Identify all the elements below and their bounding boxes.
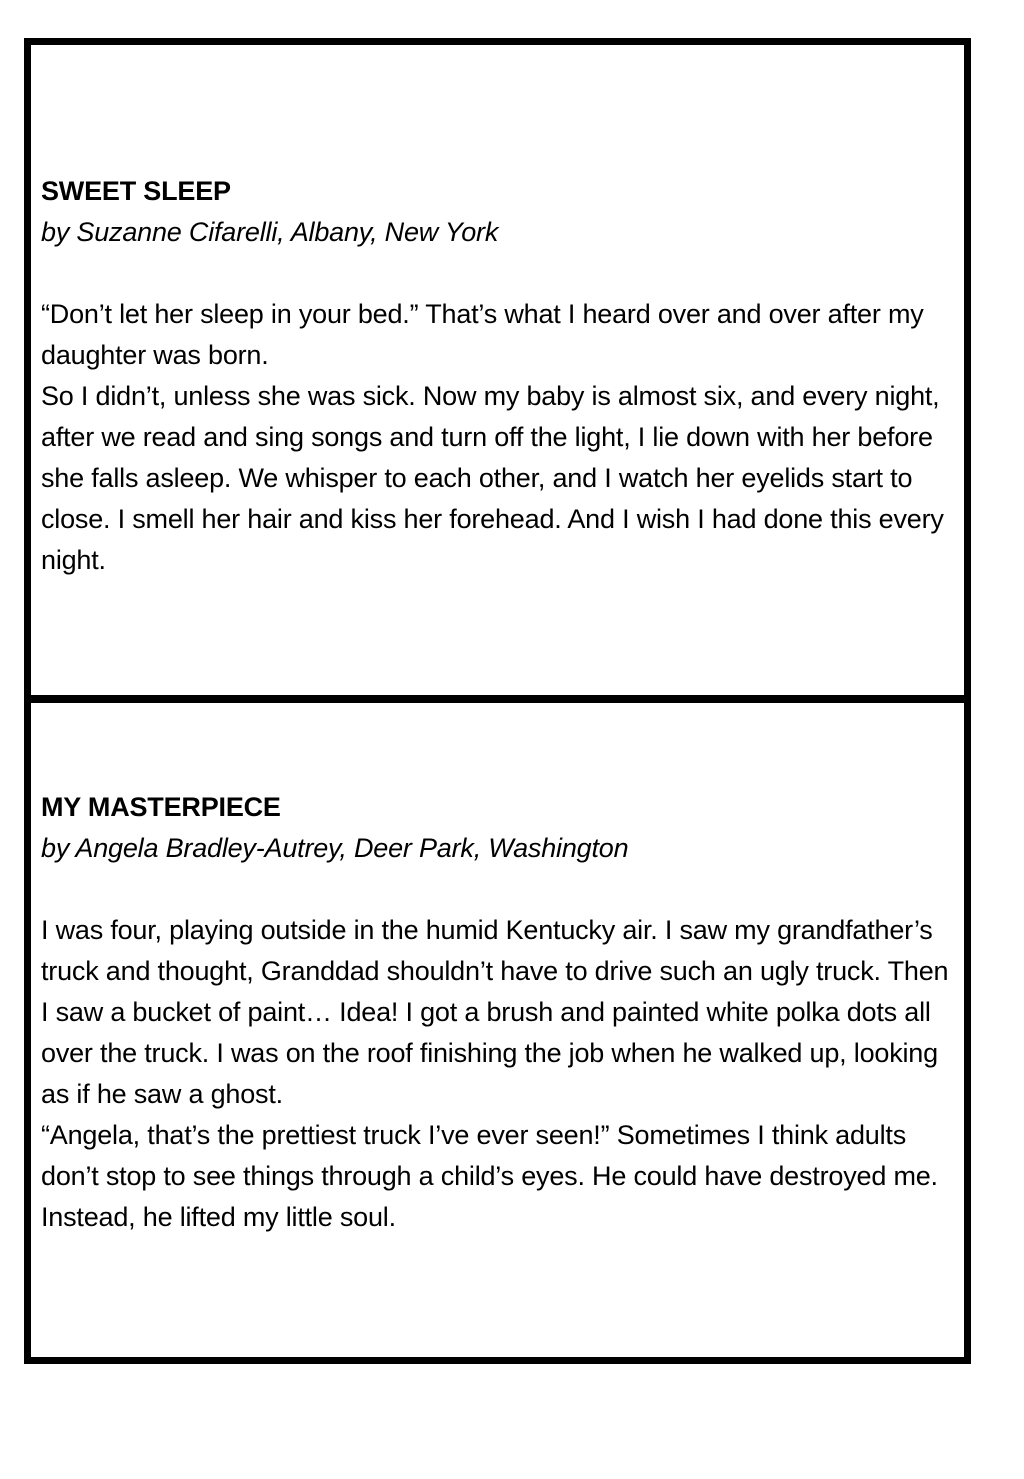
story-title: SWEET SLEEP — [41, 176, 231, 206]
story-title: MY MASTERPIECE — [41, 792, 281, 822]
story-card-my-masterpiece — [24, 696, 971, 1364]
story-paragraph: I was four, playing outside in the humid Kentucky air. I saw my grandfather’s truck and thought, Granddad shouldn’t have to drive such an ugly truck. Then I saw a bucket of paint… Idea! I got a brush and painted white polka dots all over the truck. I was on the roof finishing the job when he walked up, looking as if he saw a ghost. — [41, 915, 949, 1109]
spacer — [41, 869, 954, 910]
story-paragraph: So I didn’t, unless she was sick. Now my baby is almost six, and every night, after we read and sing songs and turn off the light, I lie down with her before she falls asleep. We whisper to each other, and I watch her eyelids start to close. I smell her hair and kiss her forehead. And I wish I had done this every night. — [41, 381, 944, 575]
story-content — [41, 787, 954, 1238]
story-content — [41, 171, 954, 581]
spacer — [41, 253, 954, 294]
story-card-sweet-sleep — [24, 38, 971, 702]
story-byline: by Suzanne Cifarelli, Albany, New York — [41, 217, 499, 247]
story-paragraph: “Don’t let her sleep in your bed.” That’s what I heard over and over after my daughter was born. — [41, 299, 924, 370]
story-byline: by Angela Bradley-Autrey, Deer Park, Washington — [41, 833, 629, 863]
story-paragraph: “Angela, that’s the prettiest truck I’ve ever seen!” Sometimes I think adults don’t stop to see things through a child’s eyes. He could have destroyed me. Instead, he lifted my little soul. — [41, 1120, 938, 1232]
